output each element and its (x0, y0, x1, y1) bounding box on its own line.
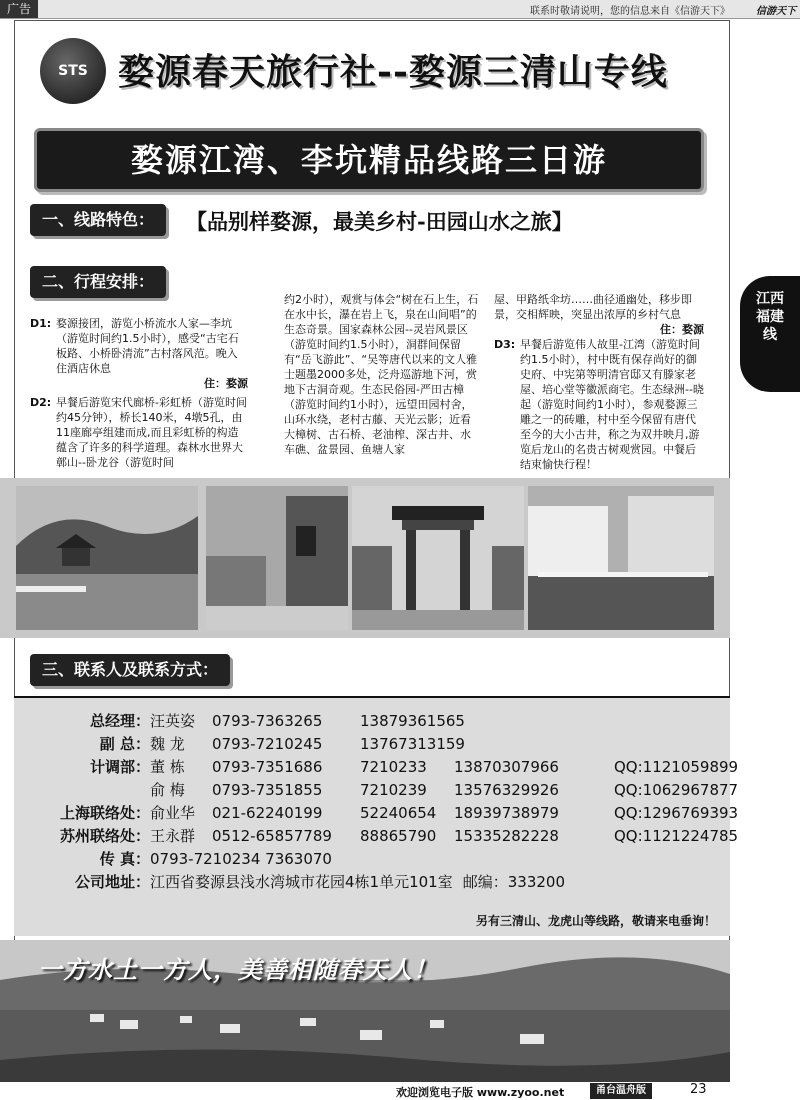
day-text: 婺源接团，游览小桥流水人家—李坑（游览时间约1.5小时），感受“古宅石板路、小桥卧清流”古村落风范。晚入住酒店休息 (56, 317, 239, 375)
section-features-label: 一、线路特色： (30, 204, 166, 236)
contact-phone: 0793-7363265 (212, 712, 323, 730)
side-tab-text: 江西福建线 (756, 291, 784, 343)
contact-phone: 0512-65857789 (212, 827, 332, 845)
itinerary-day-2 (30, 395, 248, 470)
day-text: 早餐后游览伟人故里-江湾（游览时间约1.5小时），村中既有保存尚好的御史府、中宪第等明清官邸又有滕家老屋、培心堂等徽派商宅。生态绿洲--晓起（游览时间约1小时），参观婺源三雕之一的砖雕，村中至今保留有唐代至今的大小古井，称之为双井映月,游览后龙山的名贵古树观赏园。中餐后结束愉快行程！ (520, 338, 704, 471)
itinerary-column-2 (284, 292, 480, 457)
contact-name: 俞业华 (150, 804, 196, 822)
contact-phone: 13870307966 (454, 758, 559, 776)
day-tag: D2: (30, 396, 52, 409)
itinerary-day-1 (30, 316, 248, 391)
contact-phone: QQ:1121224785 (614, 827, 739, 845)
itinerary-day-3 (494, 337, 704, 472)
contact-phone: 邮编：333200 (462, 873, 565, 891)
contact-label: 总经理： (89, 712, 150, 730)
contact-phone: QQ:1121059899 (614, 758, 739, 776)
day-stay: 住：婺源 (204, 377, 248, 390)
contact-label: 公司地址： (74, 873, 150, 891)
day-text: 早餐后游览宋代廊桥-彩虹桥（游览时间约45分钟），桥长140米，4墩5孔，由11座廊亭组建而成,而且彩虹桥的构造蕴含了许多的科学道理。森林水世界大鄣山--卧龙谷（游览时间 (56, 396, 247, 469)
contact-row (30, 871, 720, 894)
contact-row (30, 802, 739, 825)
contacts-list (30, 710, 739, 894)
itinerary-column-3 (494, 292, 704, 472)
bottom-slogan: 一方水土一方人，美善相随春天人！ (38, 955, 438, 984)
contact-name: 汪英姿 (150, 712, 196, 730)
section-contacts-label: 三、联系人及联系方式： (30, 654, 230, 686)
contact-phone: QQ:1062967877 (614, 781, 739, 799)
contact-phone: 0793-7351686 (212, 758, 323, 776)
contact-name: 王永群 (150, 827, 196, 845)
contact-phone: 0793-7210234 7363070 (150, 850, 332, 868)
contact-row (30, 825, 739, 848)
contact-name: 俞 梅 (150, 781, 185, 799)
footer-edition: 甬台温舟版 (590, 1083, 652, 1099)
contact-phone: 7210239 (360, 781, 427, 799)
photo-pavilion-lake (16, 486, 198, 630)
contact-phone: 0793-7210245 (212, 735, 323, 753)
contact-row (30, 848, 720, 871)
footer-website: 欢迎浏览电子版 www.zyoo.net (396, 1086, 565, 1099)
contact-name: 董 栋 (150, 758, 185, 776)
extra-routes-note: 另有三清山、龙虎山等线路，敬请来电垂询！ (475, 914, 716, 928)
day-tag: D3: (494, 338, 516, 351)
contact-row (30, 756, 739, 779)
sts-logo: STS (40, 38, 106, 104)
ad-label: 广告 (0, 0, 38, 18)
contact-name: 魏 龙 (150, 735, 185, 753)
contact-row (30, 710, 720, 733)
contact-phone: 0793-7351855 (212, 781, 323, 799)
contact-row (30, 733, 720, 756)
banner-title: 婺源江湾、李坑精品线路三日游 (130, 141, 607, 179)
contact-row (30, 779, 739, 802)
contact-phone: 52240654 (360, 804, 437, 822)
day-text: 约2小时），观赏与体会“树在石上生，石在水中长，瀑在岩上飞，泉在山间唱”的生态奇景。国家森林公园--灵岩风景区（游览时间约1.5小时），洞群间保留有“岳飞游此”、“吴等唐代以来的文人雅士题墨2000多处，泛舟巡游地下河，赏地下古洞奇观。生态民俗园-严田古樟（游览时间约1小时），远望田园村舍，山环水绕，老村古藤、天光云影；近看大樟树、古石桥、老油榨、深古井、水车礁、盆景园、鱼塘人家 (284, 293, 479, 456)
contact-label: 上海联络处： (59, 804, 150, 822)
day-stay: 住：婺源 (660, 323, 704, 336)
top-note: 联系时敬请说明，您的信息来自《信游天下》 (530, 6, 730, 17)
contact-phone: 021-62240199 (212, 804, 323, 822)
day-tag: D1: (30, 317, 52, 330)
contact-label: 计调部： (89, 758, 150, 776)
contact-phone: 88865790 (360, 827, 437, 845)
side-tab-route (740, 276, 800, 392)
contact-phone: QQ:1296769393 (614, 804, 739, 822)
photo-old-street (206, 486, 348, 630)
page-number: 23 (690, 1082, 707, 1097)
contact-label: 副 总： (99, 735, 150, 753)
contact-phone: 13576329926 (454, 781, 559, 799)
contact-phone: 13767313159 (360, 735, 465, 753)
contact-phone: 7210233 (360, 758, 427, 776)
section-itinerary-label: 二、行程安排： (30, 266, 166, 298)
feature-slogan: 【品别样婺源，最美乡村-田园山水之旅】 (186, 209, 573, 234)
top-logo: 信游天下 (756, 6, 796, 17)
contact-label: 苏州联络处： (59, 827, 150, 845)
page-title: 婺源春天旅行社--婺源三清山专线 (118, 51, 668, 93)
day-text: 屋、甲路纸伞坊……曲径通幽处，移步即景，交相辉映，突显出浓厚的乡村气息 (494, 293, 692, 321)
photo-memorial-arch (352, 486, 524, 630)
contact-label: 传 真： (99, 850, 150, 868)
contact-phone: 15335282228 (454, 827, 559, 845)
contact-phone: 18939738979 (454, 804, 559, 822)
contact-phone: 江西省婺源县浅水湾城市花园4栋1单元101室 (150, 873, 453, 891)
itinerary-column-1 (30, 316, 248, 470)
photo-village-canal (528, 486, 714, 630)
contact-phone: 13879361565 (360, 712, 465, 730)
